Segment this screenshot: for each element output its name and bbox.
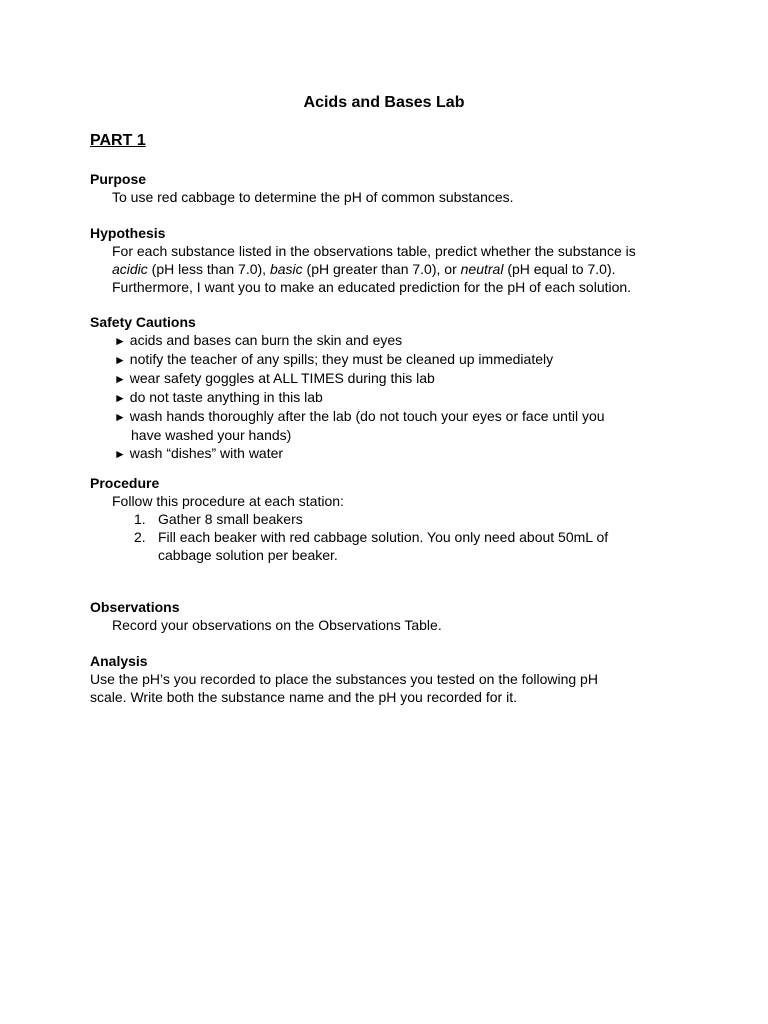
step-text: Fill each beaker with red cabbage solution. You only need about 50mL of [158,529,609,545]
step-number: 2. [134,529,146,545]
observations-text: Record your observations on the Observations Table. [112,617,442,633]
hypothesis-line-2: acidic (pH less than 7.0), basic (pH greater than 7.0), or neutral (pH equal to 7.0). [112,261,616,277]
analysis-line-1: Use the pH’s you recorded to place the substances you tested on the following pH [90,671,598,687]
observations-section [90,598,690,634]
safety-item: ► wash “dishes” with water [114,445,284,461]
safety-heading: Safety Cautions [90,314,196,330]
right-triangle-bullet-icon: ► [114,447,126,461]
purpose-section [90,170,690,206]
part-heading: PART 1 [90,132,146,149]
step-text: Gather 8 small beakers [158,511,303,527]
procedure-step [134,528,690,564]
neutral-term: neutral [460,261,504,277]
safety-item: ► do not taste anything in this lab [114,389,323,405]
right-triangle-bullet-icon: ► [114,353,126,367]
hypothesis-heading: Hypothesis [90,225,166,241]
right-triangle-bullet-icon: ► [114,410,126,424]
analysis-section [90,652,690,706]
safety-item: ► wash hands thoroughly after the lab (do not touch your eyes or face until you have washed your hands) [90,407,690,444]
procedure-step [134,510,690,528]
analysis-line-2: scale. Write both the substance name and the pH you recorded for it. [90,689,517,705]
procedure-section [90,474,690,564]
safety-item: ► wear safety goggles at ALL TIMES during this lab [114,370,435,386]
procedure-steps [90,510,690,564]
step-number: 1. [134,511,146,527]
procedure-heading: Procedure [90,475,160,491]
right-triangle-bullet-icon: ► [114,372,126,386]
procedure-intro: Follow this procedure at each station: [112,493,344,509]
hypothesis-line-3: Furthermore, I want you to make an educated prediction for the pH of each solution. [112,279,632,295]
right-triangle-bullet-icon: ► [114,334,126,348]
purpose-heading: Purpose [90,171,147,187]
purpose-text: To use red cabbage to determine the pH of common substances. [112,189,514,205]
safety-item: ► notify the teacher of any spills; they must be cleaned up immediately [114,351,554,367]
step-text-continuation: cabbage solution per beaker. [158,547,338,563]
right-triangle-bullet-icon: ► [114,391,126,405]
safety-section [90,313,690,463]
analysis-heading: Analysis [90,653,148,669]
hypothesis-line-1: For each substance listed in the observations table, predict whether the substance is [112,243,636,259]
safety-item-continuation: have washed your hands) [131,427,292,443]
acidic-term: acidic [112,261,148,277]
observations-heading: Observations [90,599,180,615]
hypothesis-section [90,224,700,296]
basic-term: basic [269,261,303,277]
document-title: Acids and Bases Lab [303,94,465,111]
safety-item: ► acids and bases can burn the skin and eyes [114,332,403,348]
